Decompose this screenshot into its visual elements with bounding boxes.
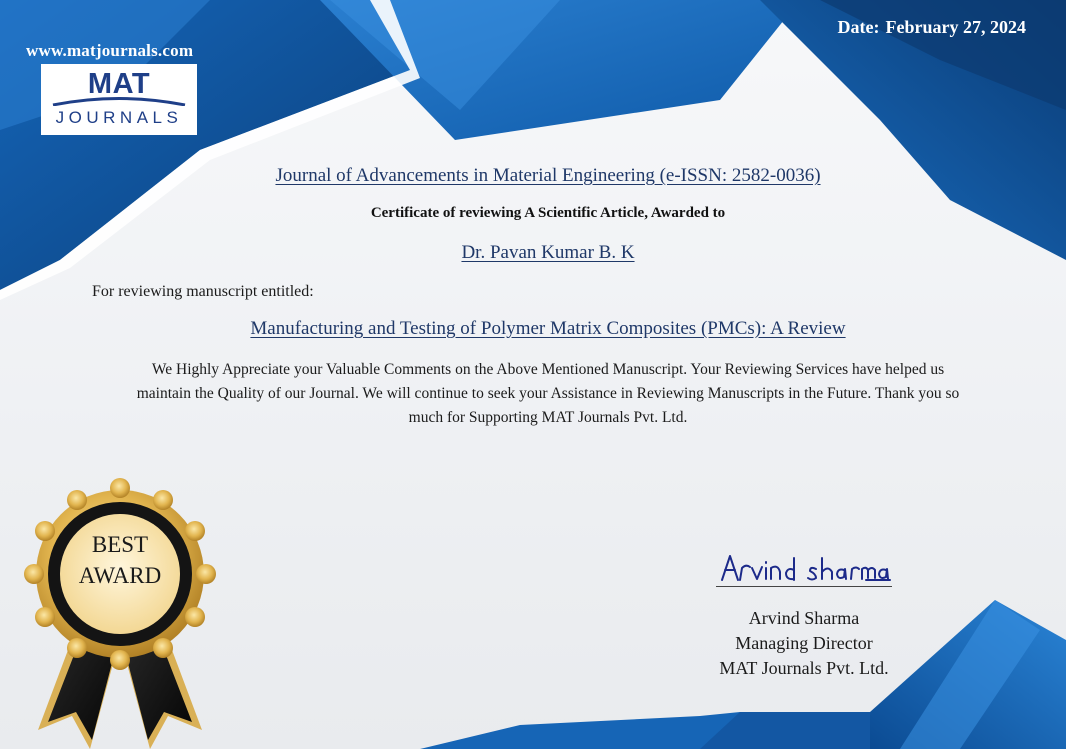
certificate-statement: Certificate of reviewing A Scientific Article, Awarded to [370,205,726,221]
appreciation-line: We Highly Appreciate your Valuable Comments on the Above Mentioned Manuscript. Your Reviewing Services have helped us [151,361,945,378]
signer-block [700,606,908,681]
recipient-name: Dr. Pavan Kumar B. K [461,242,635,263]
signer-company: MAT Journals Pvt. Ltd. [719,658,889,678]
badge-text-award: AWARD [78,563,162,588]
date-value: February 27, 2024 [885,17,1026,37]
logo-journals-text: JOURNALS [55,108,183,127]
manuscript-title: Manufacturing and Testing of Polymer Matrix Composites (PMCs): A Review [250,318,846,339]
signer-title: Managing Director [735,633,873,653]
journal-title: Journal of Advancements in Material Engineering (e-ISSN: 2582-0036) [275,165,821,186]
logo-mat-text: MAT [87,68,151,100]
mat-journals-logo [41,64,197,135]
signature-line [716,586,892,587]
signature [716,550,892,588]
handwritten-signature [716,550,892,584]
appreciation-text [82,358,1014,430]
certificate-date [838,17,1026,38]
appreciation-line: maintain the Quality of our Journal. We will continue to seek your Assistance in Reviewing Manuscripts in the Future. Thank you so [136,385,960,402]
badge-text-best: BEST [91,532,149,557]
logo-arc-icon [51,94,187,106]
appreciation-line: much for Supporting MAT Journals Pvt. Ltd. [408,409,688,426]
signer-name: Arvind Sharma [748,608,860,628]
best-award-badge [20,478,220,749]
website-url[interactable]: www.matjournals.com [26,41,194,60]
date-label: Date: [837,17,880,37]
reviewing-label: For reviewing manuscript entitled: [92,283,314,300]
